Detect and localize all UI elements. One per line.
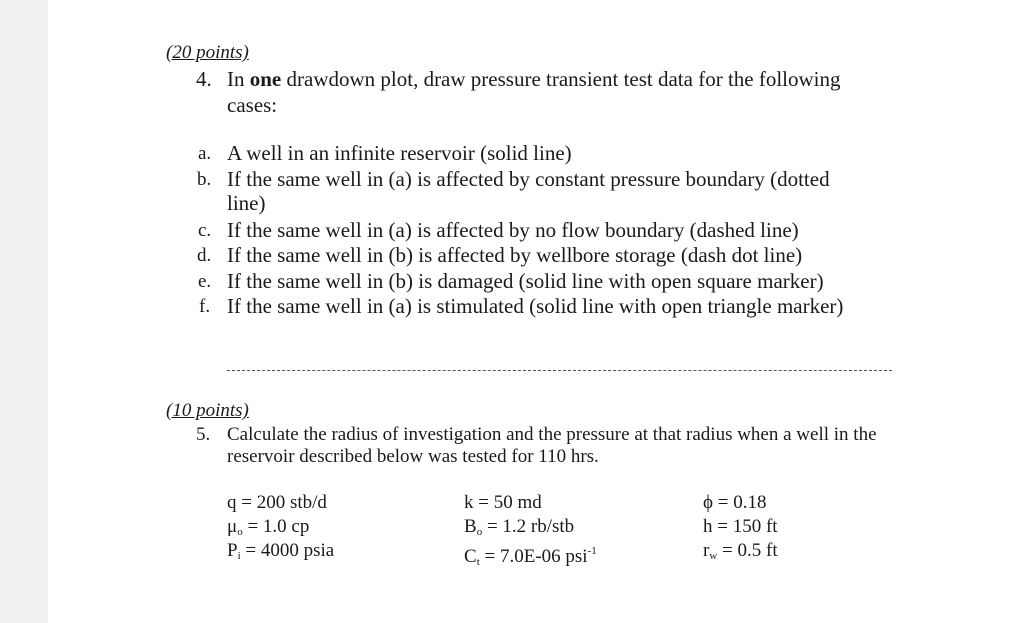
q4-item-d: If the same well in (b) is affected by wellbore storage (dash dot line) [227,243,803,267]
param-viscosity: $\mu_o = 1.0$ cp [227,516,310,538]
q4-item-tag: f. [199,296,211,317]
param-permeability: k = 50 md [464,492,542,513]
param-thickness: h = 150 ft [703,516,778,537]
q4-item-tag: c. [198,220,212,241]
q4-item-tag: b. [197,169,212,190]
q4-item-c: If the same well in (a) is affected by no flow boundary (dashed line) [227,218,799,242]
section-divider [227,370,892,371]
q4-item-f: If the same well in (a) is stimulated (solid line with open triangle marker) [227,294,844,318]
param-total-compressibility: $C_t = 7.0E-06$ psi$^{-1}$ [464,545,597,568]
q4-item-tag: e. [198,271,212,292]
q4-points: (20 points) [166,42,249,63]
param-porosity: ϕ = 0.18 [703,492,767,513]
q4-item-tag: d. [197,245,212,266]
param-initial-pressure: $P_i = 4000$ psia [227,540,335,562]
param-formation-volume-factor: $B_o = 1.2$ rb/stb [464,516,575,538]
param-wellbore-radius: $r_w = 0.5$ ft [703,540,778,562]
param-flow-rate: q = 200 stb/d [227,492,327,513]
q4-item-a: A well in an infinite reservoir (solid line) [227,141,572,165]
q4-item-b: If the same well in (a) is affected by constant pressure boundary (dotted [227,167,830,191]
q4-stem-emphasis: one [249,67,282,91]
q5-points: (10 points) [166,400,249,421]
q4-stem-line2: cases: [227,93,278,117]
q5-number: 5. [196,424,211,445]
q4-item-tag: a. [198,143,212,164]
q5-stem: Calculate the radius of investigation and the pressure at that radius when a well in the [227,424,877,445]
q5-stem-line2: reservoir described below was tested for 110 hrs. [227,446,599,467]
q4-item-e: If the same well in (b) is damaged (solid line with open square marker) [227,269,824,293]
q4-item-b-line2: line) [227,191,266,215]
q4-stem: In one drawdown plot, draw pressure transient test data for the following [227,67,841,91]
q4-number: 4. [196,67,212,91]
